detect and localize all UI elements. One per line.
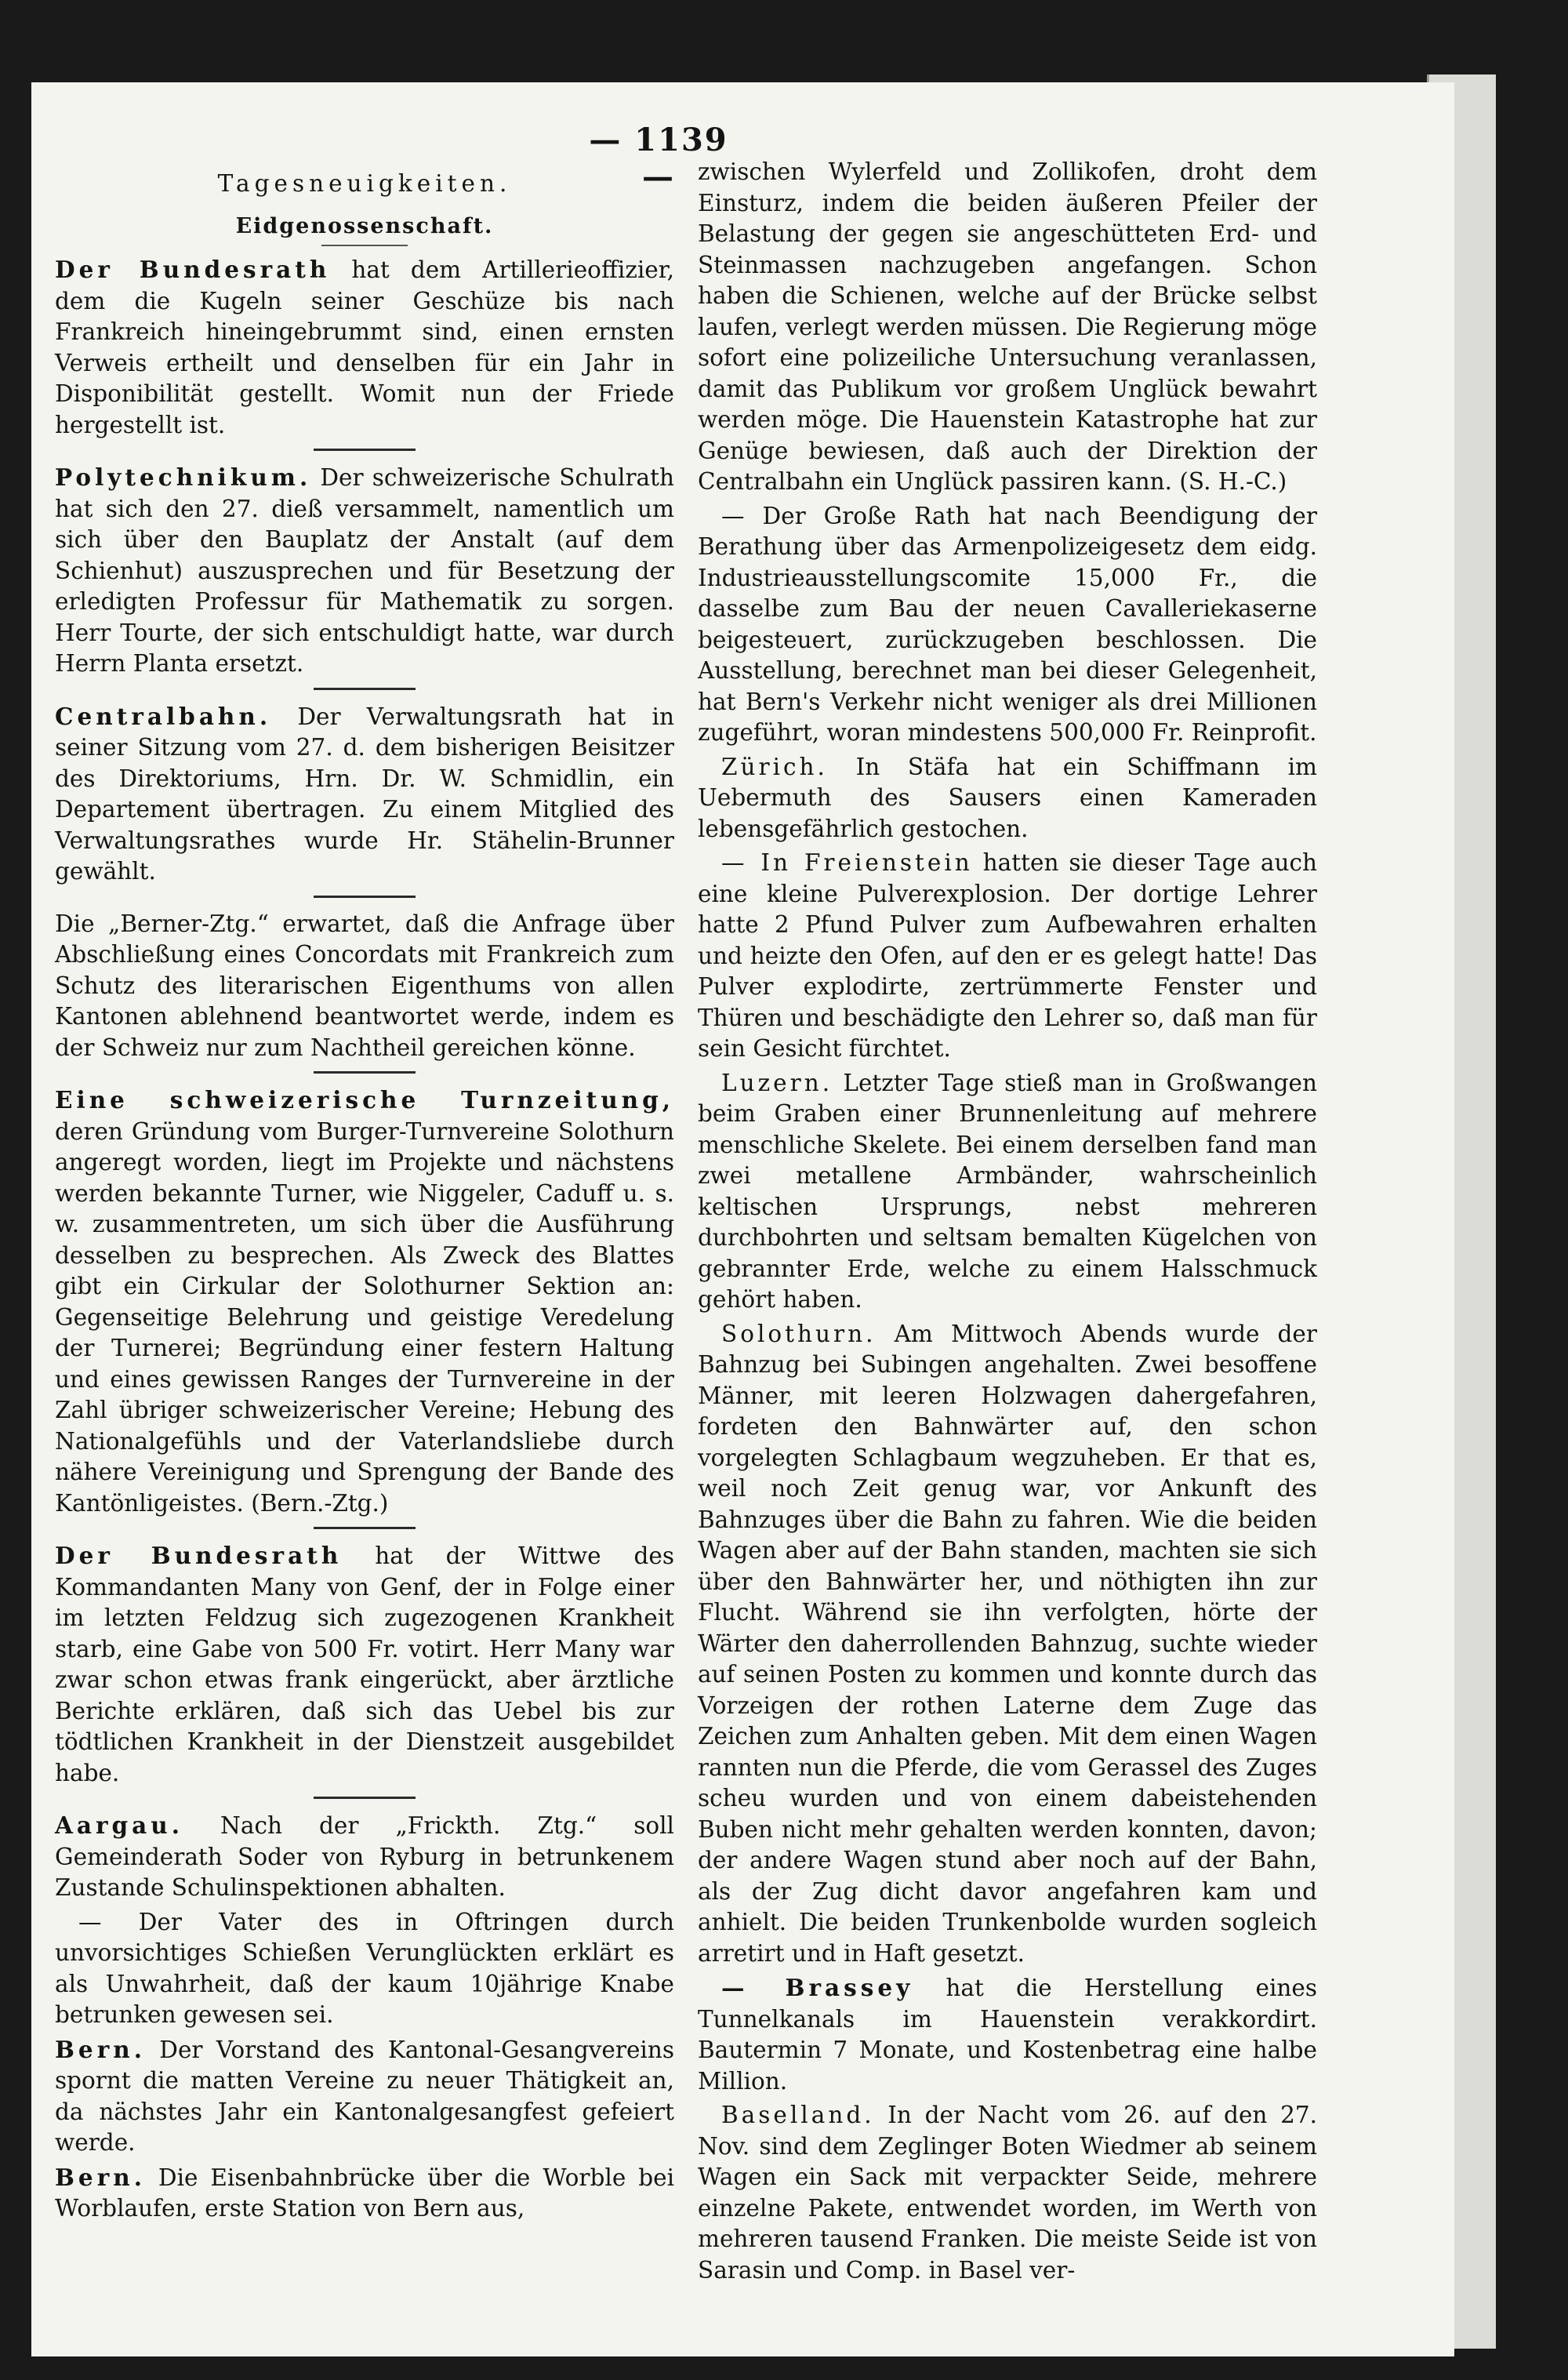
article-text: hat die Herstellung eines Tunnelkanals im Hauenstein verakkordirt. Bautermin 7 Monate, und Kostenbetrag eine halbe Million. [698,1975,1317,2095]
article [698,752,1317,845]
article-lead: Luzern. [721,1069,833,1096]
separator-rule [314,896,416,898]
article [698,157,1317,498]
article-text: Die Eisenbahnbrücke über die Worble bei Worblaufen, erste Station von Bern aus, [55,2164,674,2222]
article-lead: Baselland. [721,2102,875,2128]
article-lead: Die „Berner-Ztg.“ [55,910,269,937]
subtitle-rule [321,245,408,246]
article [698,1068,1317,1316]
article-lead: Der Bundesrath [55,1542,343,1569]
article [55,701,674,888]
article [55,1540,674,1789]
article-lead: Centralbahn. [55,702,272,730]
article-lead: — Der Große Rath [721,502,971,529]
article-lead: Solothurn. [721,1320,877,1347]
article-lead: — In Freienstein [721,849,973,876]
article-lead: Polytechnikum. [55,463,312,491]
article-lead: Bern. [55,2035,146,2063]
separator-rule [314,1071,416,1074]
article-text: hat der Wittwe des Kommandanten Many von Genf, der in Folge einer im letzten Feldzug sich zugezogenen Krankheit starb, eine Gabe von 500 Fr. votirt. Herr Many war zwar schon etwas frank eingerückt, aber ärztliche Berichte erklären, daß sich das Uebel bis zur tödtlichen Krankheit in der Dienstzeit ausgebildet habe. [55,1542,674,1786]
article-lead: Zürich. [721,753,828,780]
article-lead: Aargau. [55,1811,184,1839]
separator-rule [314,1527,416,1529]
article [698,848,1317,1065]
section-title: Tagesneuigkeiten. [217,170,512,197]
article-lead: Eine schweizerische Turnzeitung, [55,1086,674,1114]
article-text: Der Vorstand des Kantonal-Gesangvereins spornt die matten Vereine zu neuer Thätigkeit an, da nächstes Jahr ein Kantonalgesangfest gefeiert werde. [55,2036,674,2156]
article [698,501,1317,749]
article [698,1319,1317,1970]
article-text: hatten sie dieser Tage auch eine kleine Pulverexplosion. Der dortige Lehrer hatte 2 Pfund Pulver zum Aufbewahren erhalten und heizte den Ofen, auf den er es gelegt hatte! Das Pulver explodirte, zertrümmerte Fenster und Thüren und beschädigte den Lehrer so, daß man für sein Gesicht fürchtet. [698,849,1317,1062]
newspaper-page [31,82,1454,2356]
article-text: Der Verwaltungsrath hat in seiner Sitzung vom 27. d. dem bisherigen Beisitzer des Direktoriums, Hrn. Dr. W. Schmidlin, ein Departement übertragen. Zu einem Mitglied des Verwaltungsrathes wurde Hr. Stähelin-Brunner gewählt. [55,703,674,885]
article-lead: — Der Vater [78,1908,281,1935]
article-text: Der schweizerische Schulrath hat sich den 27. dieß versammelt, namentlich um sich über den Bauplatz der Anstalt (auf dem Schienhut) auszusprechen und für Besetzung der erledigten Professur für Mathematik zu sorgen. Herr Tourte, der sich entschuldigt hatte, war durch Herrn Planta ersetzt. [55,464,674,677]
article [55,1085,674,1519]
article [55,1907,674,2031]
section-subtitle: Eidgenossenschaft. [235,213,494,238]
left-column [55,169,674,2225]
article [55,909,674,1064]
separator-rule [314,1797,416,1799]
article-text: zwischen Wylerfeld und Zollikofen, droht dem Einsturz, indem die beiden äußeren Pfeiler der Belastung der gegen sie angeschütteten Erd- und Steinmassen nachzugeben angefangen. Schon haben die Schienen, welche auf der Brücke selbst laufen, verlegt werden müssen. Die Regierung möge sofort eine polizeiliche Untersuchung veranlassen, damit das Publikum vor großem Unglück bewahrt werden möge. Die Hauenstein Katastrophe hat zur Genüge bewiesen, daß auch der Direktion der Centralbahn ein Unglück passiren kann. (S. H.-C.) [698,158,1317,495]
article [55,254,674,441]
article [55,462,674,680]
article-text: Letzter Tage stieß man in Großwangen beim Graben einer Brunnenleitung auf mehrere menschliche Skelete. Bei einem derselben fand man zwei metallene Armbänder, wahrscheinlich keltischen Ursprungs, nebst mehreren durchbohrten und seltsam bemalten Kügelchen von gebrannter Erde, welche zu einem Halsschmuck gehört haben. [698,1069,1317,1313]
right-column [698,157,1317,2286]
separator-rule [314,449,416,451]
article [55,2162,674,2225]
article-lead: Bern. [55,2163,146,2191]
article [55,2034,674,2159]
article-text: erwartet, daß die Anfrage über Abschließung eines Concordats mit Frankreich zum Schutz des literarischen Eigenthums von allen Kantonen ablehnend beantwortet werde, indem es der Schweiz nur zum Nachtheil gereichen könne. [55,910,674,1061]
article [55,1810,674,1904]
article-text: deren Gründung vom Burger-Turnvereine Solothurn angeregt worden, liegt im Projekte und nächstens werden bekannte Turner, wie Niggeler, Caduff u. s. w. zusammentreten, um sich über die Ausführung desselben zu besprechen. Als Zweck des Blattes gibt ein Cirkular der Solothurner Sektion an: Gegenseitige Belehrung und geistige Veredelung der Turnerei; Begründung einer festern Haltung und eines gewissen Ranges der Turnvereine in der Zahl übriger schweizerischer Vereine; Hebung des Nationalgefühls und der Vaterlandsliebe durch nähere Vereinigung und Sprengung der Bande des Kantönligeistes. (Bern.-Ztg.) [55,1117,674,1517]
article-text: hat dem Artillerieoffizier, dem die Kugeln seiner Geschüze bis nach Frankreich hineingebrummt sind, einen ernsten Verweis ertheilt und denselben für ein Jahr in Disponibilität gestellt. Womit nun der Friede hergestellt ist. [55,256,675,438]
article-text: In Stäfa hat ein Schiffmann im Uebermuth des Sausers einen Kameraden lebensgefährlich gestochen. [698,753,1317,842]
article-text: Am Mittwoch Abends wurde der Bahnzug bei Subingen angehalten. Zwei besoffene Männer, mit leeren Holzwagen dahergefahren, fordeten den Bahnwärter auf, den schon vorgelegten Schlagbaum wegzuheben. Er that es, weil noch Zeit genug war, vor Ankunft des Bahnzuges über die Bahn zu fahren. Wie die beiden Wagen aber auf der Bahn standen, machten sie sich über den Bahnwärter her, und nöthigten ihn zur Flucht. Während sie ihn verfolgten, hörte der Wärter den daherrollenden Bahnzug, suchte wieder auf seinen Posten zu kommen und konnte durch das Vorzeigen der rothen Laterne dem Zuge das Zeichen zum Anhalten geben. Mit dem einen Wagen rannten nun die Pferde, die vom Gerassel des Zuges scheu wurden und von einem dabeistehenden Buben nicht mehr gehalten werden konnten, davon; der andere Wagen stund aber noch auf der Bahn, als der Zug dicht davor angefahren kam und anhielt. Die beiden Trunkenbolde wurden sogleich arretirt und in Haft gesetzt. [698,1320,1317,1967]
article-text: In der Nacht vom 26. auf den 27. Nov. sind dem Zeglinger Boten Wiedmer ab seinem Wagen ein Sack mit verpackter Seide, mehrere einzelne Pakete, entwendet worden, im Werth von mehreren tausend Franken. Die meiste Seide ist von Sarasin und Comp. in Basel ver- [698,2102,1317,2284]
article-text: Nach der „Frickth. Ztg.“ soll Gemeinderath Soder von Ryburg in betrunkenem Zustande Schulinspektionen abhalten. [55,1812,674,1901]
article [698,2100,1317,2286]
page-number: — 1139 — [589,122,728,195]
article [698,1972,1317,2097]
article-text: hat nach Beendigung der Berathung über das Armenpolizeigesetz dem eidg. Industrieausstellungscomite 15,000 Fr., die dasselbe zum Bau der neuen Cavalleriekaserne beigesteuert, zurückzugeben beschlossen. Die Ausstellung, berechnet man bei dieser Gelegenheit, hat Bern's Verkehr nicht weniger als drei Millionen zugeführt, woran mindestens 500,000 Fr. Reinprofit. [698,502,1317,746]
article-lead: Der Bundesrath [55,256,331,283]
article-text: des in Oftringen durch unvorsichtiges Schießen Verunglückten erklärt es als Unwahrheit, daß der kaum 10jährige Knabe betrunken gewesen sei. [55,1908,674,2028]
article-lead: — Brassey [721,1974,914,2001]
separator-rule [314,688,416,690]
